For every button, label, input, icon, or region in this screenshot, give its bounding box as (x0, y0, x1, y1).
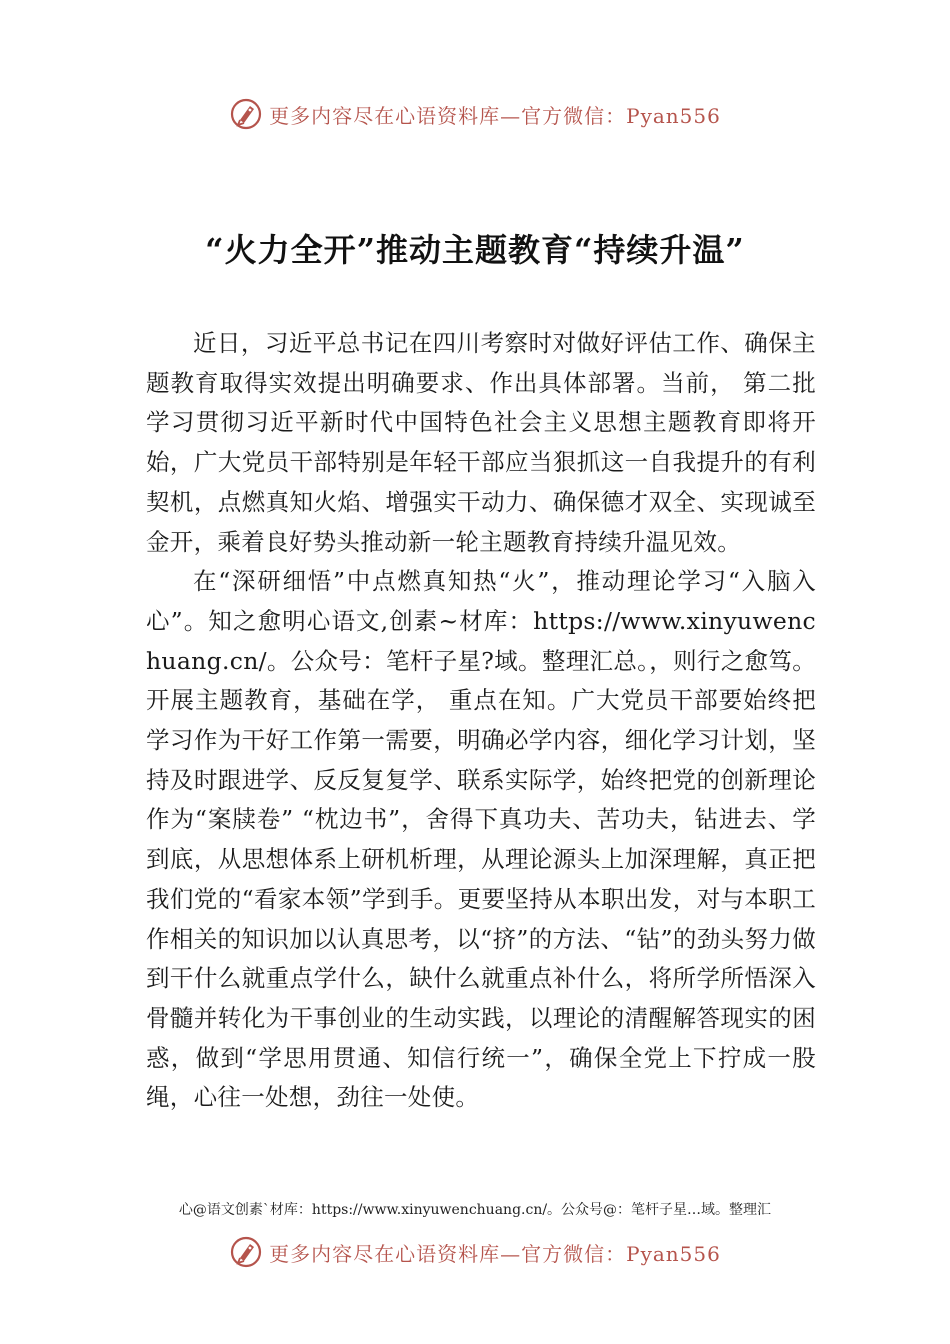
paragraph: 在“深研细悟”中点燃真知热“火”，推动理论学习“入脑入心”。知之愈明心语文,创素~材库：https://www.xinyuwenchuang.cn/。公众号：笔杆子星?域。整理汇总。，则行之愈笃。开展主题教育，基础在学， 重点在知。广大党员干部要始终把学习作为干好工作第一需要，明确必学内容，细化学习计划，坚持及时跟进学、反反复复学、联系实际学，始终把党的创新理论作为“案牍卷” “枕边书”，舍得下真功夫、苦功夫，钻进去、学到底，从思想体系上研机析理，从理论源头上加深理解，真正把我们党的“看家本领”学到手。更要坚持从本职出发，对与本职工作相关的知识加以认真思考，以“挤”的方法、“钻”的劲头努力做到干什么就重点学什么，缺什么就重点补什么，将所学所悟深入骨髓并转化为干事创业的生动实践，以理论的清醒解答现实的困惑，做到“学思用贯通、知信行统一”，确保全党上下拧成一股绳，心往一处想，劲往一处使。 (146, 567, 816, 1112)
pen-nib-logo-icon (229, 1235, 263, 1269)
document-title: “火力全开”推动主题教育“持续升温” (205, 231, 745, 270)
header-banner (0, 94, 950, 134)
header-banner-text: 更多内容尽在心语资料库—官方微信：Pyan556 (269, 103, 721, 128)
pen-nib-logo-icon (229, 97, 263, 131)
footer-banner-text: 更多内容尽在心语资料库—官方微信：Pyan556 (269, 1241, 721, 1266)
footer-banner (0, 1232, 950, 1272)
footer-source-note: 心@语文创素`材库：https://www.xinyuwenchuang.cn/。公众号@：笔杆子星…域。整理汇 (178, 1202, 772, 1218)
paragraph: 近日，习近平总书记在四川考察时对做好评估工作、确保主题教育取得实效提出明确要求、作出具体部署。当前， 第二批学习贯彻习近平新时代中国特色社会主义思想主题教育即将开始，广大党员干部特别是年轻干部应当狠抓这一自我提升的有利契机，点燃真知火焰、增强实干动力、确保德才双全、实现诚至金开，乘着良好势头推动新一轮主题教育持续升温见效。 (146, 329, 816, 556)
document-body (146, 324, 816, 1118)
